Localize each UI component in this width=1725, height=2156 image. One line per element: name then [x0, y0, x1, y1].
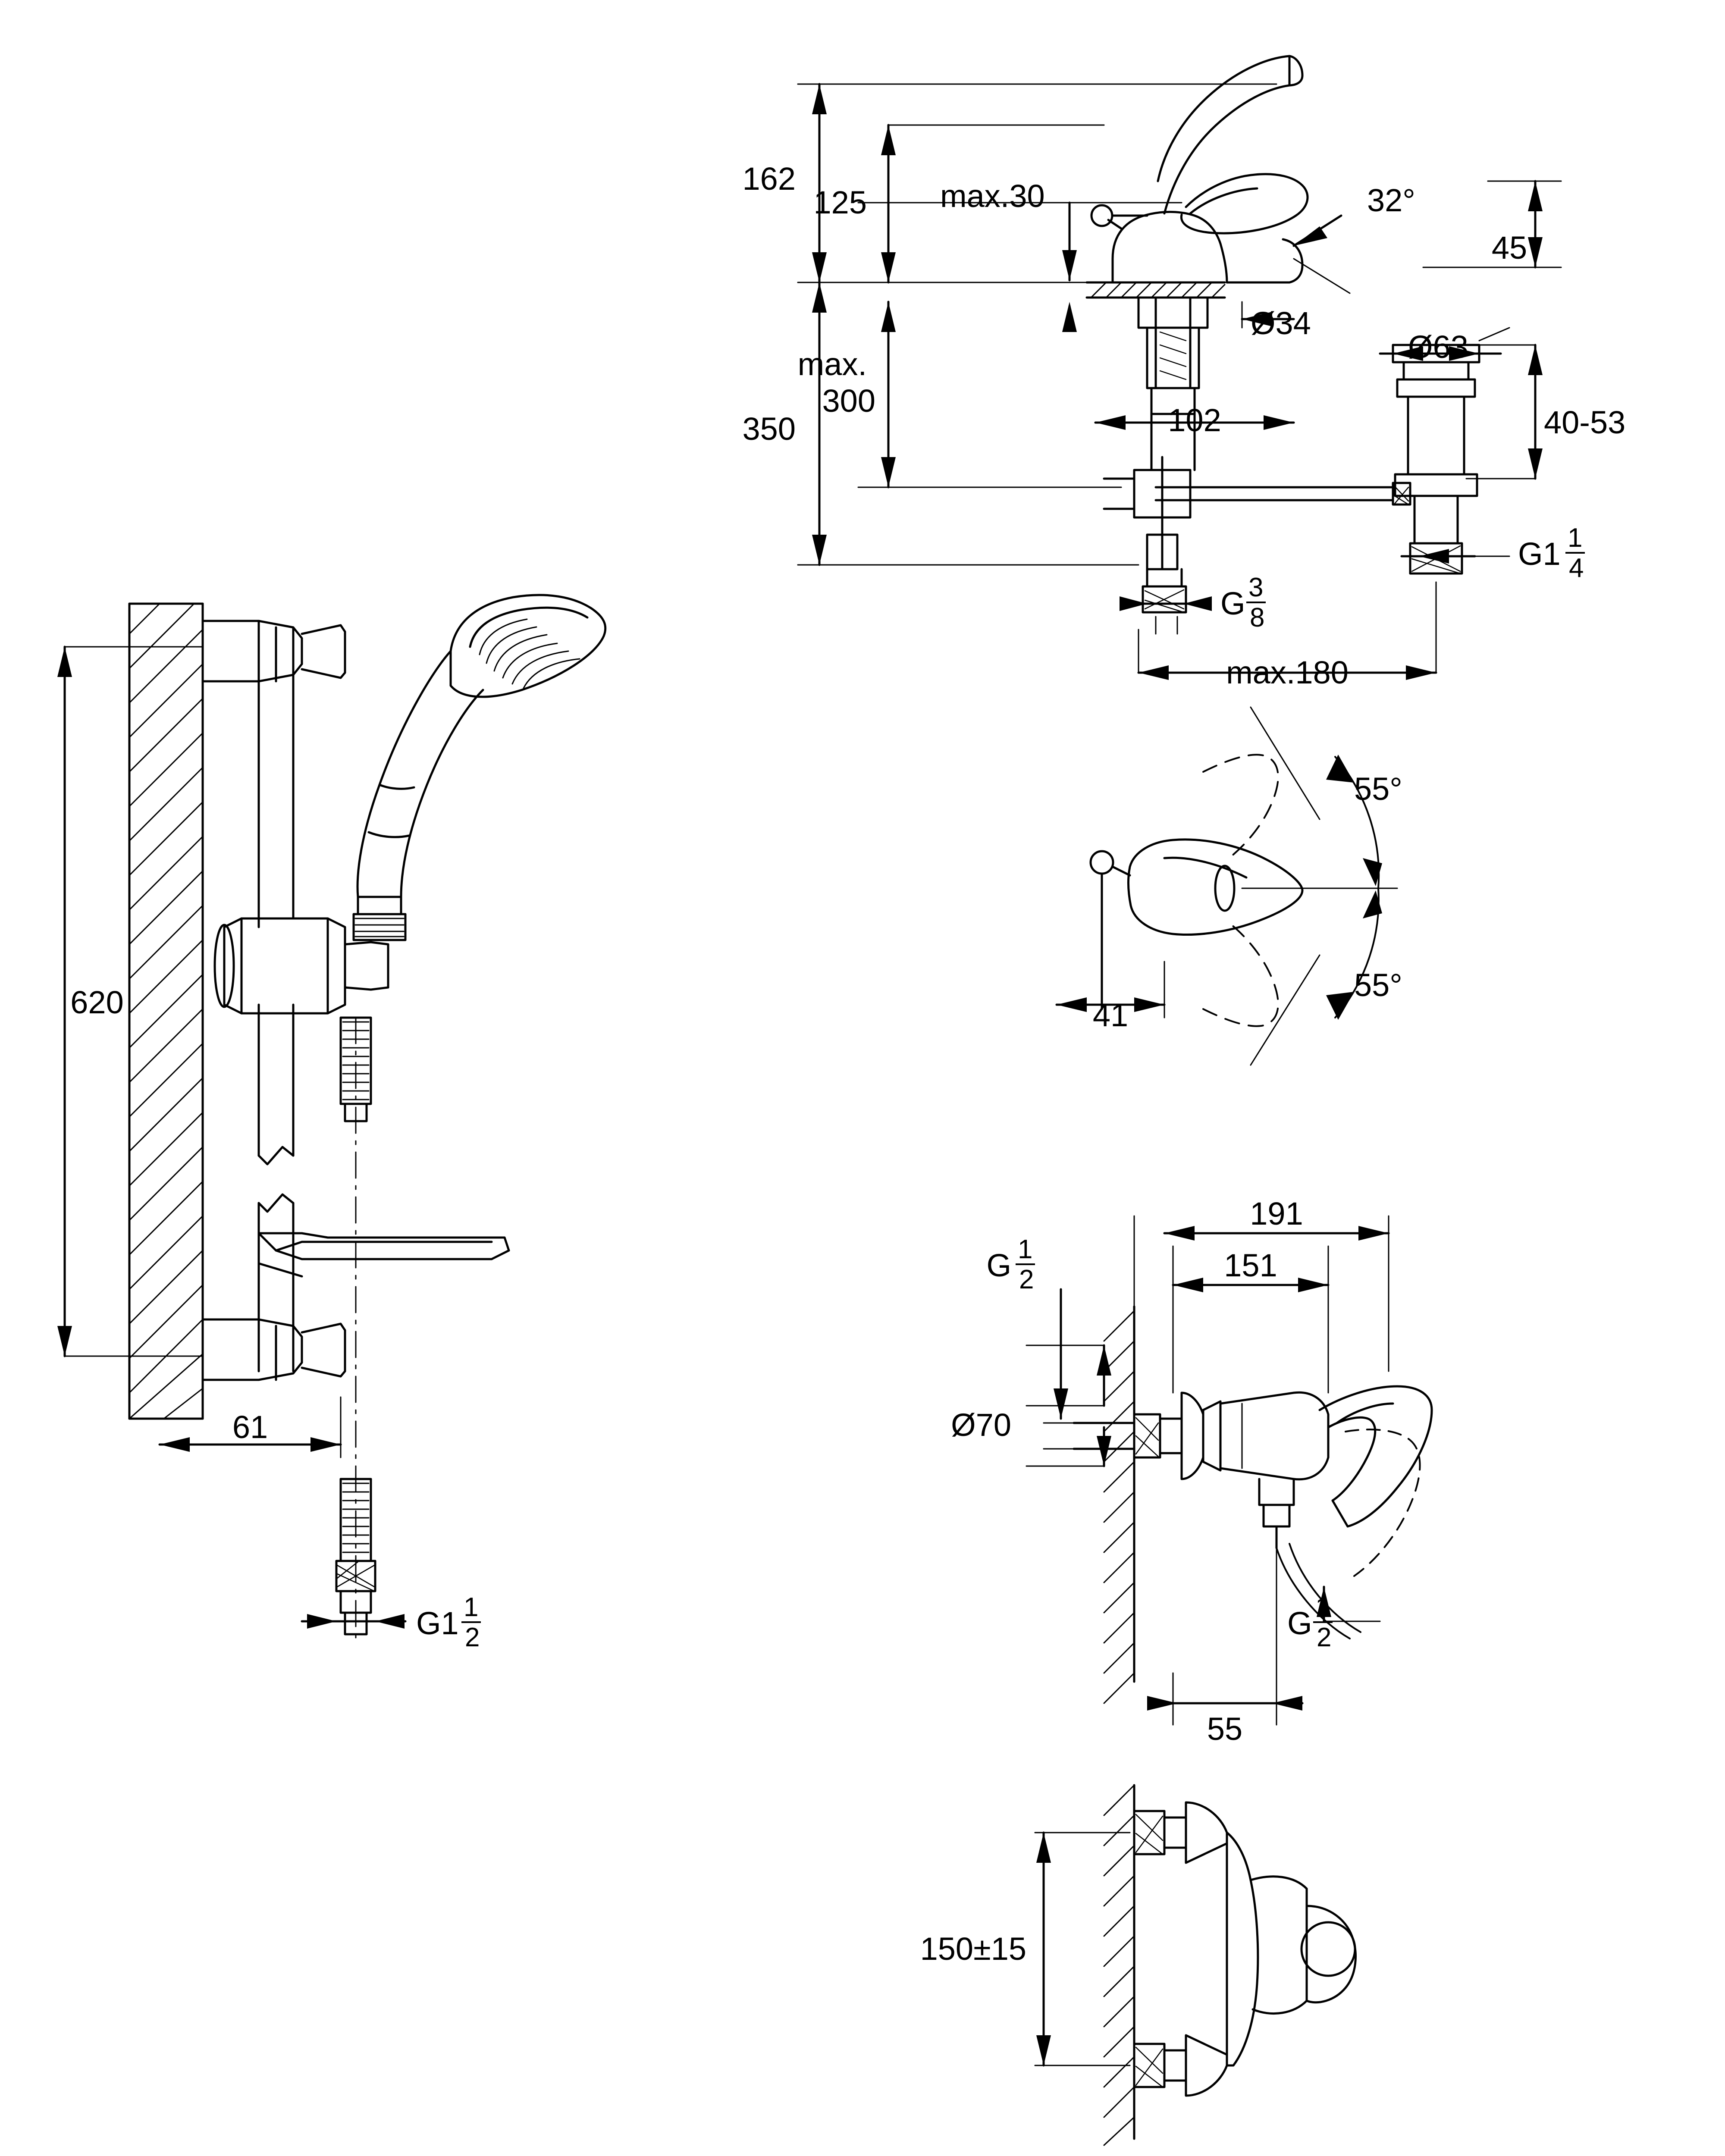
label-hose-thread-den: 2 — [465, 1623, 480, 1652]
label-g3-8-den: 8 — [1250, 603, 1265, 633]
label-max30: max.30 — [940, 178, 1045, 214]
label-d70: Ø70 — [951, 1407, 1011, 1443]
label-d34: Ø34 — [1251, 305, 1311, 341]
label-150pm15: 150±15 — [920, 1931, 1026, 1967]
label-350: 350 — [742, 411, 796, 447]
label-g1-1-4-den: 4 — [1569, 553, 1584, 583]
label-g1-1-4-base: G1 — [1518, 536, 1561, 572]
label-125: 125 — [813, 185, 867, 220]
label-hose-thread-num: 1 — [464, 1592, 479, 1622]
label-55deg-down: 55° — [1354, 967, 1402, 1003]
label-g12-outlet-den: 2 — [1317, 1623, 1332, 1652]
label-g3-8-base: G — [1220, 586, 1245, 621]
label-g12-outlet-num: 1 — [1315, 1592, 1330, 1622]
label-620: 620 — [70, 984, 124, 1020]
label-max-word: max. — [797, 346, 867, 382]
label-55deg-up: 55° — [1354, 771, 1402, 807]
label-g12-inlet-den: 2 — [1019, 1265, 1034, 1294]
label-40-53: 40-53 — [1544, 404, 1626, 440]
label-hose-thread-base: G1 — [416, 1605, 459, 1641]
label-g12-inlet-num: 1 — [1018, 1235, 1033, 1264]
label-162: 162 — [742, 161, 796, 197]
label-g1-1-4-num: 1 — [1568, 523, 1583, 553]
label-g3-8-num: 3 — [1248, 573, 1264, 602]
label-g12-inlet-base: G — [986, 1247, 1011, 1283]
label-41: 41 — [1092, 997, 1129, 1033]
label-151: 151 — [1224, 1247, 1277, 1283]
label-55-outlet: 55 — [1207, 1711, 1243, 1747]
label-g12-outlet-base: G — [1287, 1605, 1312, 1641]
label-61: 61 — [232, 1409, 268, 1445]
label-300: 300 — [822, 383, 875, 419]
label-45: 45 — [1491, 230, 1527, 266]
label-d63: Ø63 — [1408, 329, 1468, 365]
label-32deg: 32° — [1367, 182, 1415, 218]
label-191: 191 — [1250, 1196, 1303, 1232]
label-max180: max.180 — [1226, 655, 1349, 690]
label-102: 102 — [1168, 402, 1221, 438]
